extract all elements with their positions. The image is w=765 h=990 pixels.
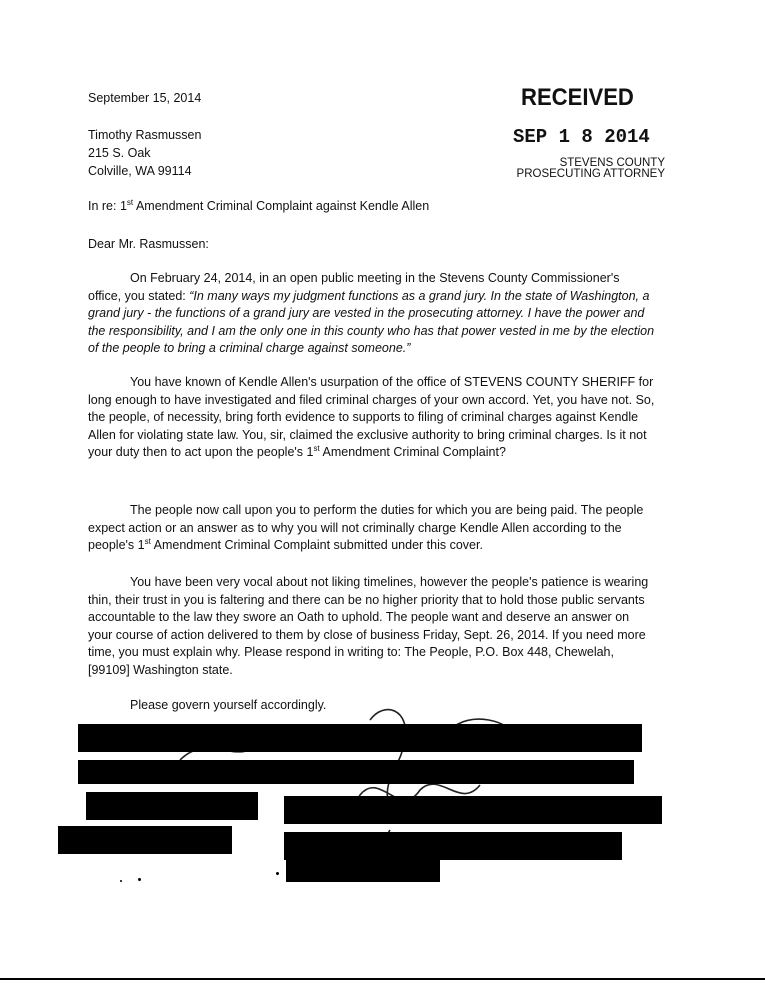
stamp-org <box>505 158 665 180</box>
stamp-org-line2: PROSECUTING ATTORNEY <box>516 168 665 180</box>
p3-main: The people now call upon you to perform the duties for which you are being paid. The people expect action or an answer as to why you will not criminally charge Kendle Allen according to the people's 1 <box>88 503 644 552</box>
scan-speck <box>276 872 279 875</box>
recipient-name: Timothy Rasmussen <box>88 128 202 142</box>
scan-speck <box>138 878 141 881</box>
received-stamp <box>505 84 665 180</box>
redaction-bar-1 <box>78 724 642 752</box>
p4-text: You have been very vocal about not liking timelines, however the people's patience is wearing thin, their trust in you is faltering and there can be no higher priority that to hold those public servants accountable to the law they swore an Oath to uphold. The people want and deserve an answer on your course of action delivered to them by close of business Friday, Sept. 26, 2014. If you need more time, you must explain why. Please respond in writing to: The People, P.O. Box 448, Chewelah, [99109] Washington state. <box>88 575 649 677</box>
p2-end: Amendment Criminal Complaint? <box>319 445 506 459</box>
salutation: Dear Mr. Rasmussen: <box>88 237 209 251</box>
page-bottom-edge <box>0 978 765 980</box>
p3-sup: st <box>144 536 151 546</box>
stamp-date: SEP 1 8 2014 <box>513 126 650 148</box>
letter-date: September 15, 2014 <box>88 91 202 105</box>
p2-main: You have known of Kendle Allen's usurpation of the office of STEVENS COUNTY SHERIFF for long enough to have investigated and filed criminal charges of your own accord. Yet, you have not. So, the people, of necessity, bring forth evidence to supports to filing of criminal charges against Kendle Allen for violating state law. You, sir, claimed the exclusive authority to bring criminal charges. Is it not your duty then to act upon the people's 1 <box>88 375 655 459</box>
re-sup: st <box>126 197 134 207</box>
recipient-city: Colville, WA 99114 <box>88 164 192 178</box>
re-prefix: In re: 1 <box>88 199 127 213</box>
p2-sup: st <box>313 443 320 453</box>
redaction-bar-6 <box>284 832 622 860</box>
redaction-bar-3 <box>86 792 258 820</box>
scan-speck <box>120 880 122 882</box>
paragraph-3 <box>88 502 656 555</box>
p1-lead: On February 24, 2014, in an open public meeting in the Stevens County Commissioner's office, you stated: <box>88 271 620 303</box>
paragraph-1 <box>88 270 656 358</box>
redaction-bar-4 <box>284 796 662 824</box>
recipient-street: 215 S. Oak <box>88 146 151 160</box>
recipient-address <box>88 127 201 181</box>
redaction-bar-2 <box>78 760 634 784</box>
redaction-bar-7 <box>286 860 440 882</box>
paragraph-2 <box>88 374 656 462</box>
closing-line: Please govern yourself accordingly. <box>130 698 327 712</box>
stamp-org-line1: STEVENS COUNTY <box>559 157 665 169</box>
p3-end: Amendment Criminal Complaint submitted under this cover. <box>150 538 483 552</box>
redaction-bar-5 <box>58 826 232 854</box>
paragraph-4 <box>88 574 656 679</box>
p1-quote: “In many ways my judgment functions as a grand jury. In the state of Washington, a grand jury - the functions of a grand jury are vested in the prosecuting attorney. I have the power and the responsibility, and I am the only one in this county who has that power vested in me by the election of the people to bring a criminal charge against someone.” <box>88 288 655 355</box>
subject-line <box>88 198 429 214</box>
re-rest: Amendment Criminal Complaint against Kendle Allen <box>133 199 430 213</box>
stamp-title: RECEIVED <box>521 84 634 111</box>
